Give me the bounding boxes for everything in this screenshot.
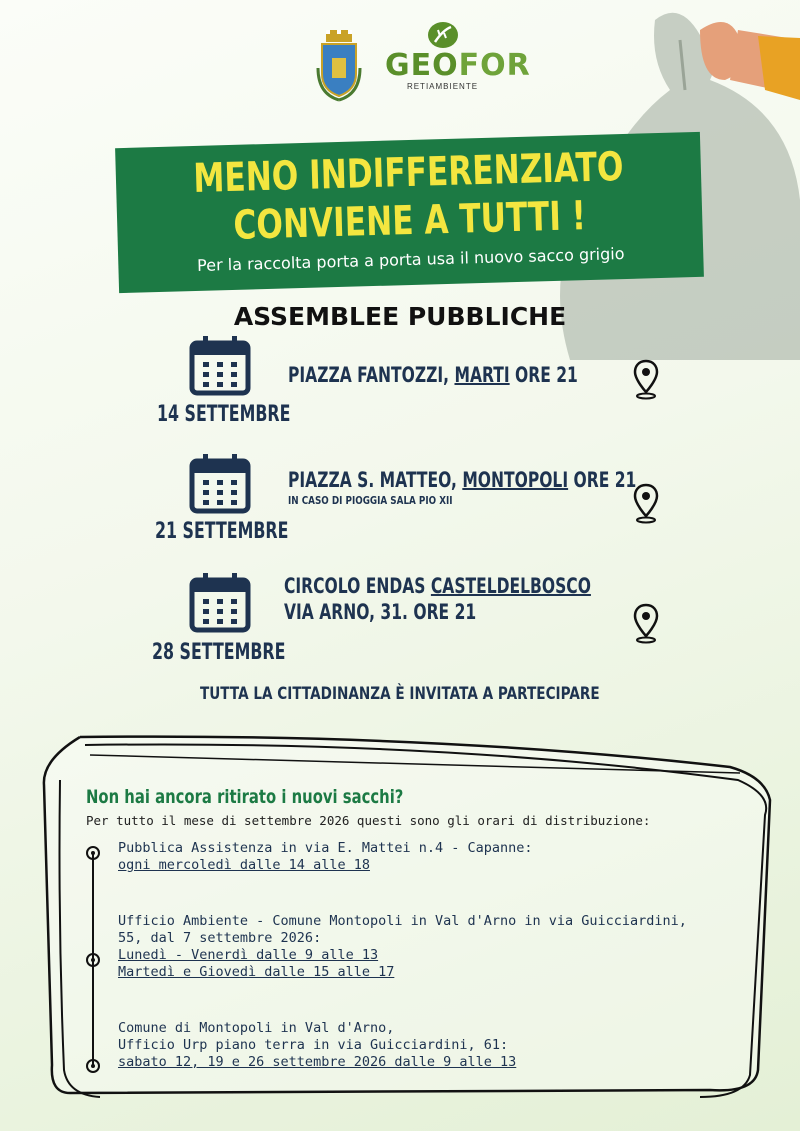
- headline-banner: [115, 132, 704, 293]
- location-pin-icon: [632, 482, 660, 524]
- event-place: CIRCOLO ENDAS CASTELDELBOSCO: [284, 574, 591, 598]
- point-location: Ufficio Ambiente - Comune Montopoli in Val d'Arno in via Guicciardini,: [118, 913, 687, 929]
- location-pin-icon: [632, 358, 660, 400]
- event-date: 14 SETTEMBRE: [157, 402, 291, 427]
- section-title: ASSEMBLEE PUBBLICHE: [233, 302, 567, 331]
- headline-line-2: CONVIENE A TUTTI !: [232, 193, 587, 249]
- point-hours-2: Martedì e Giovedì dalle 15 alle 17: [118, 964, 395, 980]
- distribution-question: Non hai ancora ritirato i nuovi sacchi?: [86, 786, 404, 808]
- timeline-dot: [86, 846, 100, 860]
- event-date: 21 SETTEMBRE: [155, 519, 289, 544]
- logo-tagline: RETIAMBIENTE: [406, 82, 479, 91]
- distribution-intro: Per tutto il mese di settembre 2026 questi sono gli orari di distribuzione:: [86, 813, 651, 828]
- invitation-text: TUTTA LA CITTADINANZA È INVITATA A PARTECIPARE: [200, 684, 600, 704]
- event-place: PIAZZA FANTOZZI, MARTI ORE 21: [288, 363, 578, 387]
- location-pin-icon: [632, 602, 660, 644]
- point-location-2: Ufficio Urp piano terra in via Guicciardini, 61:: [118, 1037, 509, 1053]
- calendar-icon: [189, 335, 251, 397]
- headline-subtitle: Per la raccolta porta a porta usa il nuovo sacco grigio: [196, 244, 625, 275]
- point-location: Comune di Montopoli in Val d'Arno,: [118, 1020, 395, 1036]
- distribution-point: [118, 913, 687, 981]
- event-date: 28 SETTEMBRE: [152, 640, 286, 665]
- calendar-icon: [189, 453, 251, 515]
- point-location: Pubblica Assistenza in via E. Mattei n.4 - Capanne:: [118, 840, 533, 856]
- logo-name: GEOFOR: [385, 48, 531, 83]
- municipal-crest-icon: [316, 28, 362, 102]
- headline-line-1: MENO INDIFFERENZIATO: [192, 144, 625, 203]
- timeline-dot: [86, 1059, 100, 1073]
- event-place-line-2: VIA ARNO, 31. ORE 21: [284, 600, 477, 624]
- point-hours: sabato 12, 19 e 26 settembre 2026 dalle 9 alle 13: [118, 1054, 517, 1070]
- geofor-logo: [385, 20, 531, 115]
- distribution-point: [118, 840, 533, 874]
- event-note: IN CASO DI PIOGGIA SALA PIO XII: [288, 494, 453, 507]
- calendar-icon: [189, 572, 251, 634]
- point-hours: ogni mercoledì dalle 14 alle 18: [118, 857, 370, 873]
- timeline-dot: [86, 953, 100, 967]
- point-hours: Lunedì - Venerdì dalle 9 alle 13: [118, 947, 379, 963]
- event-place: PIAZZA S. MATTEO, MONTOPOLI ORE 21: [288, 468, 637, 492]
- point-location-2: 55, dal 7 settembre 2026:: [118, 930, 322, 946]
- distribution-point: [118, 1020, 516, 1071]
- leaf-icon: [426, 20, 460, 50]
